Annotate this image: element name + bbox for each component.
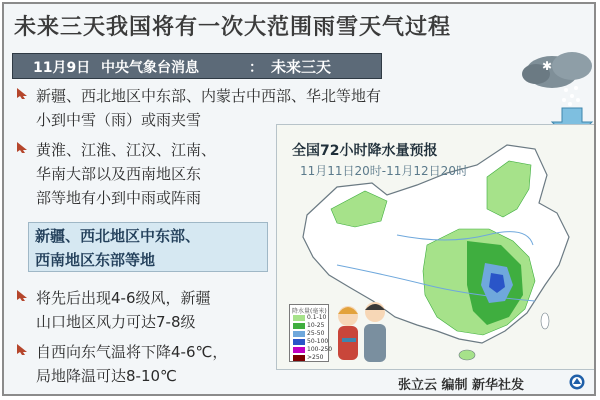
legend-swatch — [293, 323, 305, 329]
legend-level: 25-50 — [307, 330, 325, 337]
legend-level: 50-100 — [307, 338, 329, 345]
bullet-arrow-icon — [16, 343, 28, 355]
legend-swatch — [293, 331, 305, 337]
headline-title: 未来三天我国将有一次大范围雨雪天气过程 — [14, 15, 452, 40]
highlight-box — [28, 222, 268, 272]
subheader-separator: ： — [249, 60, 263, 76]
legend-level: >250 — [307, 354, 324, 361]
legend-swatch — [293, 315, 305, 321]
legend-title: 降水量(毫米) — [292, 308, 327, 315]
item-4-line-2: 局地降温可达8-10℃ — [36, 367, 177, 385]
item-1-line-2: 小到中雪（雨）或雨夹雪 — [36, 111, 202, 129]
item-2-line-2: 华南大部以及西南地区东 — [36, 165, 202, 183]
legend-swatch — [293, 347, 305, 353]
subheader-bar — [12, 53, 382, 79]
item-3-line-1: 将先后出现4-6级风，新疆 — [36, 289, 211, 307]
map-title: 全国72小时降水量预报 — [292, 143, 438, 159]
highlight-line-2: 西南地区东部等地 — [35, 251, 156, 269]
infographic-frame — [2, 2, 596, 396]
map-subtitle: 11月11日20时-11月12日20时 — [300, 164, 468, 178]
item-4-line-1: 自西向东气温将下降4-6℃， — [36, 343, 228, 361]
item-3-line-2: 山口地区风力可达7-8级 — [36, 313, 196, 331]
legend-level: 10-25 — [307, 322, 325, 329]
subheader-agency: 中央气象台消息 — [101, 60, 199, 76]
bullet-arrow-icon — [16, 289, 28, 301]
map-legend — [289, 304, 333, 362]
legend-swatch — [293, 339, 305, 345]
bullet-arrow-icon — [16, 87, 28, 99]
item-1-line-1: 新疆、西北地区中东部、内蒙古中西部、华北等地有 — [36, 87, 382, 105]
bullet-arrow-icon — [16, 141, 28, 153]
legend-swatch — [293, 355, 305, 361]
people-illustration — [334, 294, 394, 368]
credit-text: 张立云 编制 新华社发 — [398, 378, 525, 393]
legend-level: 0.1-10 — [307, 314, 327, 321]
legend-level: 100-250 — [307, 346, 333, 353]
svg-text:✱: ✱ — [542, 59, 553, 73]
xinhua-logo-icon — [569, 374, 585, 390]
item-2-line-3: 部等地有小到中雨或阵雨 — [36, 189, 202, 207]
subheader-label: 未来三天 — [271, 58, 332, 76]
subheader-date: 11月9日 — [33, 60, 91, 76]
item-2-line-1: 黄淮、江淮、江汉、江南、 — [36, 141, 217, 159]
highlight-line-1: 新疆、西北地区中东部、 — [35, 227, 201, 245]
